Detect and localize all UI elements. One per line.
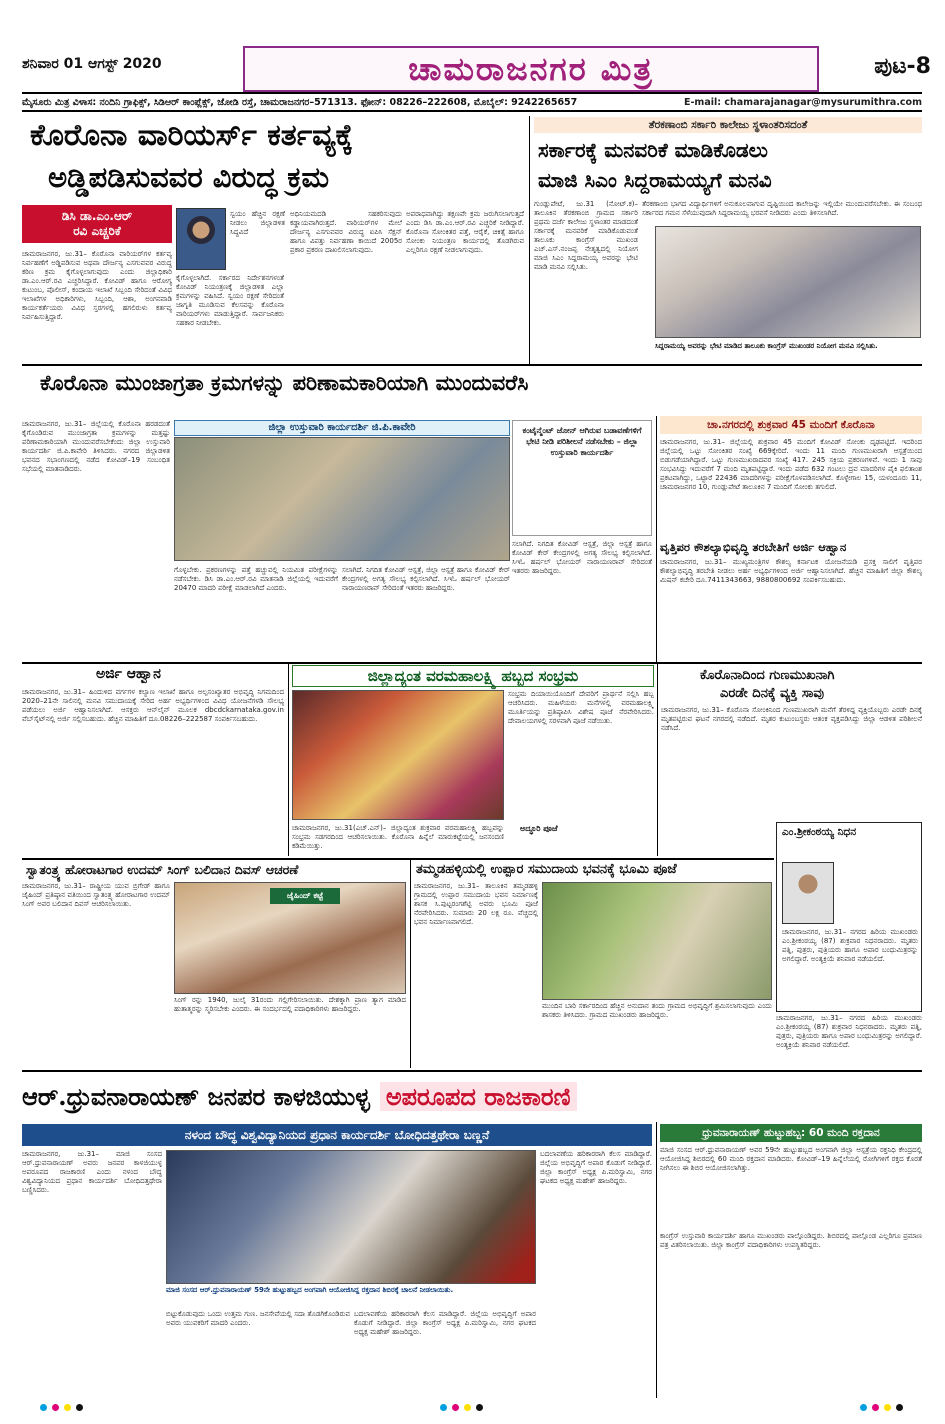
story3-photo-banner bbox=[174, 420, 510, 436]
story5-headline: ವೃತ್ತಿಪರ ಕೌಶಲ್ಯಾಭಿವೃದ್ಧಿ ತರಬೇತಿಗೆ ಅರ್ಜಿ ಆಹ್ವಾನ bbox=[660, 540, 847, 554]
story3-banner-text: ಜಿಲ್ಲಾ ಉಸ್ತುವಾರಿ ಕಾರ್ಯದರ್ಶಿ ಜಿ.ಪಿ.ಕಾವೇರಿ bbox=[268, 422, 416, 433]
story3-quote: ಕಂಟೈನ್ಮೆಂಟ್ ಜೋನ್ ಆಗಿರುವ ಬಡಾವಣೆಗಳಿಗೆ ಭೇಟಿ ನೀಡಿ ಪರಿಶೀಲನೆ ನಡೆಸಬೇಕು – ಜಿಲ್ಲಾ ಉಸ್ತುವಾರಿ ಕಾರ್ಯದರ್ಶಿ bbox=[512, 420, 652, 536]
masthead-title: ಚಾಮರಾಜನಗರ ಮಿತ್ರ bbox=[408, 49, 654, 88]
story4-header bbox=[660, 416, 922, 434]
story9-body: ಚಾಮರಾಜನಗರ, ಜು.31– ನಗರದ ಹಿರಿಯ ಮುಖಂಡರು ಎಂ.ಶ್ರೀಕಂಠಯ್ಯ (87) ಶುಕ್ರವಾರ ನಿಧನರಾದರು. ಮೃತರು ಪತ್ನಿ, ಪುತ್ರರು, ಪುತ್ರಿಯರು ಹಾಗೂ ಅಪಾರ ಬಂಧುಮಿತ್ರರನ್ನು ಅಗಲಿದ್ದಾರೆ. ಅಂತ್ಯಕ್ರಿಯೆ ಶನಿವಾರ ನಡೆಯಲಿದೆ. bbox=[782, 928, 918, 963]
story5-body: ಚಾಮರಾಜನಗರ, ಜು.31– ಮುಖ್ಯಮಂತ್ರಿಗಳ ಕೌಶಲ್ಯ ಕರ್ನಾಟಕ ಯೋಜನೆಯಡಿ ಪ್ರಸಕ್ತ ಸಾಲಿಗೆ ವೃತ್ತಿಪರ ಕೌಶಲ್ಯಾಭಿವೃದ್ಧಿ ತರಬೇತಿ ನೀಡಲು ಅರ್ಹ ಅಭ್ಯರ್ಥಿಗಳಿಂದ ಅರ್ಜಿ ಆಹ್ವಾನಿಸಲಾಗಿದೆ. ಹೆಚ್ಚಿನ ಮಾಹಿತಿಗೆ ಜಿಲ್ಲಾ ಕೌಶಲ್ಯ ಮಿಷನ್ ಕಚೇರಿ ದೂ.7411343663, 9880800692 ಸಂಪರ್ಕಿಸಬಹುದು. bbox=[660, 558, 922, 584]
story4-body: ಚಾಮರಾಜನಗರ, ಜು.31– ಜಿಲ್ಲೆಯಲ್ಲಿ ಶುಕ್ರವಾರ 45 ಮಂದಿಗೆ ಕೋವಿಡ್ ಸೋಂಕು ದೃಢಪಟ್ಟಿದೆ. ಇದರಿಂದ ಜಿಲ್ಲೆಯಲ್ಲಿ ಒಟ್ಟು ಸೋಂಕಿತರ ಸಂಖ್ಯೆ 669ಕ್ಕೇರಿದೆ. ಇಂದು 11 ಮಂದಿ ಗುಣಮುಖರಾಗಿ ಆಸ್ಪತ್ರೆಯಿಂದ ಬಿಡುಗಡೆಯಾಗಿದ್ದಾರೆ. ಒಟ್ಟು ಗುಣಮುಖರಾದವರ ಸಂಖ್ಯೆ 417. 245 ಸಕ್ರಿಯ ಪ್ರಕರಣಗಳಿವೆ. ಇಂದು 1 ಸಾವು ಸಂಭವಿಸಿದ್ದು ಇದುವರೆಗೆ 7 ಮಂದಿ ಮೃತಪಟ್ಟಿದ್ದಾರೆ. ಇಂದು ಪಡೆದ 632 ಗಂಟಲು ದ್ರವ ಮಾದರಿಗಳ ಪೈಕಿ ಫಲಿತಾಂಶ ಪ್ರಕಟವಾಗಿದ್ದು, ಒಟ್ಟಾರೆ 22436 ಮಾದರಿಗಳನ್ನು ಪರೀಕ್ಷೆಗೊಳಪಡಿಸಲಾಗಿದೆ. ಕೊಳ್ಳೇಗಾಲ 15, ಯಳಂದೂರು 11, ಚಾಮರಾಜನಗರ 10, ಗುಂಡ್ಲುಪೇಟೆ ತಾಲೂಕಿನ 7 ಮಂದಿಗೆ ಸೋಂಕು ತಗುಲಿದೆ. bbox=[660, 438, 922, 491]
story6-headline: ಅರ್ಜಿ ಆಹ್ವಾನ bbox=[96, 666, 161, 682]
story11-body-b: ಮುಂದಿನ ಬಾರಿ ಸರ್ಕಾರದಿಂದ ಹೆಚ್ಚಿನ ಅನುದಾನ ತಂದು ಗ್ರಾಮದ ಅಭಿವೃದ್ಧಿಗೆ ಶ್ರಮಿಸಲಾಗುವುದು ಎಂದು ಶಾಸಕರು ತಿಳಿಸಿದರು. ಗ್ರಾಮದ ಮುಖಂಡರು ಹಾಜರಿದ್ದರು. bbox=[542, 1002, 772, 1019]
story12-body-c-cont: ಬದಲಾವಣೆಯ ಹರಿಕಾರರಾಗಿ ಕೆಲಸ ಮಾಡಿದ್ದಾರೆ. ಜಿಲ್ಲೆಯ ಅಭಿವೃದ್ಧಿಗೆ ಅಪಾರ ಕೊಡುಗೆ ನೀಡಿದ್ದಾರೆ. ಜಿಲ್ಲಾ ಕಾಂಗ್ರೆಸ್ ಅಧ್ಯಕ್ಷ ಪಿ.ಮರಿಸ್ವಾಮಿ, ನಗರ ಘಟಕದ ಅಧ್ಯಕ್ಷ ಮಹೇಶ್ ಹಾಜರಿದ್ದರು. bbox=[540, 1150, 652, 1185]
story3-body-c-cont: ಸಲಾಗಿದೆ. ನಿಗದಿತ ಕೋವಿಡ್ ಆಸ್ಪತ್ರೆ, ಜಿಲ್ಲಾ ಆಸ್ಪತ್ರೆ ಹಾಗೂ ಕೋವಿಡ್ ಕೇರ್ ಕೇಂದ್ರಗಳಲ್ಲಿ ಅಗತ್ಯ ಸೌಲಭ್ಯ ಕಲ್ಪಿಸಲಾಗಿದೆ. ಸಿಇಓ ಹರ್ಷಲ್ ಭೋಯರ್ ನಾರಾಯಣರಾವ್ ಸೇರಿದಂತೆ ಇತರರು ಹಾಜರಿದ್ದರು. bbox=[512, 540, 652, 575]
story8-headline-line2: ಎರಡೇ ದಿನಕ್ಕೆ ವ್ಯಕ್ತಿ ಸಾವು bbox=[720, 686, 824, 701]
story1-kicker-line2: ರವಿ ಎಚ್ಚರಿಕೆ bbox=[73, 224, 121, 238]
story12-headline-part2: ಅಪರೂಪದ ರಾಜಕಾರಣಿ bbox=[380, 1082, 577, 1111]
story7-body-b: ಚಾಮರಾಜನಗರ, ಜು.31(ಎಚ್.ಎನ್)– ಜಿಲ್ಲಾದ್ಯಂತ ಶುಕ್ರವಾರ ವರಮಹಾಲಕ್ಷ್ಮಿ ಹಬ್ಬವನ್ನು ಸಂಭ್ರಮ ಸಡಗರದಿಂದ ಆಚರಿಸಲಾಯಿತು. ಕೊರೊನಾ ಹಿನ್ನೆಲೆ ಮಾರುಕಟ್ಟೆಯಲ್ಲಿ ಜನಸಂದಣಿ ಕಡಿಮೆಯಿತ್ತು. bbox=[292, 824, 504, 850]
story2-headline-line2: ಮಾಜಿ ಸಿಎಂ ಸಿದ್ದರಾಮಯ್ಯಗೆ ಮನವಿ bbox=[538, 168, 772, 192]
story13-body-a: ಮಾಜಿ ಸಂಸದ ಆರ್.ಧ್ರುವನಾರಾಯಣ್ ಅವರ 59ನೇ ಹುಟ್ಟುಹಬ್ಬದ ಅಂಗವಾಗಿ ಜಿಲ್ಲಾ ಆಸ್ಪತ್ರೆಯ ರಕ್ತನಿಧಿ ಕೇಂದ್ರದಲ್ಲಿ ಆಯೋಜಿಸಿದ್ದ ಶಿಬಿರದಲ್ಲಿ 60 ಮಂದಿ ರಕ್ತದಾನ ಮಾಡಿದರು. ಕೋವಿಡ್–19 ಹಿನ್ನೆಲೆಯಲ್ಲಿ ರೋಗಿಗಳಿಗೆ ರಕ್ತದ ಕೊರತೆ ನೀಗಿಸಲು ಈ ಶಿಬಿರ ಆಯೋಜಿಸಲಾಗಿತ್ತು. bbox=[660, 1146, 922, 1172]
column-divider bbox=[656, 416, 657, 662]
story10-body-a: ಚಾಮರಾಜನಗರ, ಜು.31– ರಾಷ್ಟ್ರೀಯ ಯುವ ಬ್ರಿಗೇಡ್ ಹಾಗೂ ಜೈಹಿಂದ್ ಪ್ರತಿಷ್ಠಾನ ವತಿಯಿಂದ ಸ್ವಾತಂತ್ರ್ಯ ಹೋರಾಟಗಾರ ಉದಮ್ ಸಿಂಗ್ ಅವರ ಬಲಿದಾನ ದಿವಸ್ ಆಚರಿಸಲಾಯಿತು. bbox=[22, 882, 170, 908]
story13-body-b: ಕಾಂಗ್ರೆಸ್ ಉಸ್ತುವಾರಿ ಕಾರ್ಯದರ್ಶಿ ಹಾಗೂ ಮುಖಂಡರು ಪಾಲ್ಗೊಂಡಿದ್ದರು. ಶಿಬಿರದಲ್ಲಿ ಪಾಲ್ಗೊಂಡ ಎಲ್ಲರಿಗೂ ಪ್ರಮಾಣ ಪತ್ರ ವಿತರಿಸಲಾಯಿತು. ಜಿಲ್ಲಾ ಕಾಂಗ್ರೆಸ್ ಪದಾಧಿಕಾರಿಗಳು ಉಪಸ್ಥಿತರಿದ್ದರು. bbox=[660, 1232, 922, 1249]
story11-headline: ತಮ್ಮಡಹಳ್ಳಿಯಲ್ಲಿ ಉಪ್ಪಾರ ಸಮುದಾಯ ಭವನಕ್ಕೆ ಭೂಮಿ ಪೂಜೆ bbox=[416, 862, 677, 877]
column-divider bbox=[288, 664, 289, 856]
story13-headline: ಧ್ರುವನಾರಾಯಣ್ ಹುಟ್ಟುಹಬ್ಬ: 60 ಮಂದಿ ರಕ್ತದಾನ bbox=[702, 1127, 880, 1139]
story12-headline-row bbox=[22, 1076, 922, 1116]
column-divider bbox=[657, 664, 658, 856]
story1-body-d: ಅಪರಾಧವಾಗಿದ್ದು ತಕ್ಷಣವೇ ಕ್ರಮ ಜರುಗಿಸಲಾಗುತ್ತದೆ ಎಂದು ಡಿಸಿ ಡಾ.ಎಂ.ಆರ್.ರವಿ ಎಚ್ಚರಿಕೆ ನೀಡಿದ್ದಾರೆ. ಕೊರೊನಾ ಸೋಂಕಿತರ ಪತ್ತೆ, ಆರೈಕೆ, ಚಿಕಿತ್ಸೆ ಹಾಗೂ ಸೋಂಕು ನಿಯಂತ್ರಣ ಕಾರ್ಯದಲ್ಲಿ ತೊಡಗಿರುವ ಎಲ್ಲರಿಗೂ ರಕ್ಷಣೆ ನೀಡಲಾಗುವುದು. bbox=[406, 210, 524, 254]
story2-body-b: ತೆರಕಣಾಂಬಿ ಭಾಗದ ವಿದ್ಯಾರ್ಥಿಗಳಿಗೆ ಅನುಕೂಲವಾಗುವ ದೃಷ್ಟಿಯಿಂದ ಕಾಲೇಜನ್ನು ಇಲ್ಲಿಯೇ ಮುಂದುವರೆಸಬೇಕು. ಈ ಸಂಬಂಧ ಸರ್ಕಾರದ ಗಮನ ಸೆಳೆಯುವುದಾಗಿ ಸಿದ್ದರಾಮಯ್ಯ ಭರವಸೆ ನೀಡಿದರು ಎಂದು ತಿಳಿಸಲಾಗಿದೆ. bbox=[642, 200, 922, 217]
masthead bbox=[243, 46, 819, 92]
story11-body-a: ಚಾಮರಾಜನಗರ, ಜು.31– ತಾಲೂಕಿನ ತಮ್ಮಡಹಳ್ಳಿ ಗ್ರಾಮದಲ್ಲಿ ಉಪ್ಪಾರ ಸಮುದಾಯ ಭವನ ನಿರ್ಮಾಣಕ್ಕೆ ಶಾಸಕ ಸಿ.ಪುಟ್ಟರಂಗಶೆಟ್ಟಿ ಅವರು ಭೂಮಿ ಪೂಜೆ ನೆರವೇರಿಸಿದರು. ಸುಮಾರು 20 ಲಕ್ಷ ರೂ. ವೆಚ್ಚದಲ್ಲಿ ಭವನ ನಿರ್ಮಾಣವಾಗಲಿದೆ. bbox=[414, 882, 538, 926]
story3-body-b: ಗೊಳ್ಳಬೇಕು. ಪ್ರಕರಣಗಳನ್ನು ಪತ್ತೆ ಹಚ್ಚುವಲ್ಲಿ ನಿಯಮಿತ ಪರೀಕ್ಷೆಗಳನ್ನು ನಡೆಸಬೇಕು. ಡಿಸಿ ಡಾ.ಎಂ.ಆರ್.ರವಿ ಮಾತನಾಡಿ ಜಿಲ್ಲೆಯಲ್ಲಿ ಇದುವರೆಗೆ 20470 ಮಾದರಿ ಪರೀಕ್ಷೆ ಮಾಡಲಾಗಿದೆ ಎಂದರು. bbox=[174, 566, 338, 592]
story12-body-b: ಬಿಟ್ಟುಕೊಡುವುದು ಒಂದು ಉತ್ತಮ ಗುಣ. ಜನಸೇವೆಯಲ್ಲಿ ಸದಾ ತೊಡಗಿಕೊಂಡಿರುವ ಅವರು ಯುವಕರಿಗೆ ಮಾದರಿ ಎಂದರು. bbox=[166, 1310, 350, 1327]
story7-body-a: ಸಂಭ್ರಮ ದಿಯಾಯಿಯೊಂದಿಗೆ ದೇವರಿಗೆ ಪ್ರಾರ್ಥನೆ ಸಲ್ಲಿಸಿ ಹಬ್ಬ ಆಚರಿಸಿದರು. ಮಹಿಳೆಯರು ಮನೆಗಳಲ್ಲಿ ವರಮಹಾಲಕ್ಷ್ಮಿ ಮೂರ್ತಿಯನ್ನು ಪ್ರತಿಷ್ಠಾಪಿಸಿ ವಿಶೇಷ ಪೂಜೆ ನೆರವೇರಿಸಿದರು. ದೇವಾಲಯಗಳಲ್ಲಿ ಸರಳವಾಗಿ ಪೂಜೆ ನಡೆಯಿತು. bbox=[508, 690, 654, 725]
story12-caption: ಮಾಜಿ ಸಂಸದ ಆರ್.ಧ್ರುವನಾರಾಯಣ್ 59ನೇ ಹುಟ್ಟುಹಬ್ಬದ ಅಂಗವಾಗಿ ಆಯೋಜಿಸಿದ್ದ ರಕ್ತದಾನ ಶಿಬಿರಕ್ಕೆ ಚಾಲನೆ ನೀಡಲಾಯಿತು. bbox=[166, 1286, 454, 1294]
story2-caption: ಸಿದ್ದರಾಮಯ್ಯ ಅವರನ್ನು ಭೇಟಿ ಮಾಡಿದ ತಾಲೂಕು ಕಾಂಗ್ರೆಸ್ ಮುಖಂಡರ ನಿಯೋಗ ಮನವಿ ಸಲ್ಲಿಸಿತು. bbox=[655, 342, 878, 350]
column-divider bbox=[410, 860, 411, 1068]
section-rule bbox=[22, 1070, 922, 1072]
story3-headline: ಕೊರೊನಾ ಮುಂಜಾಗ್ರತಾ ಕ್ರಮಗಳನ್ನು ಪರಿಣಾಮಕಾರಿಯಾಗಿ ಮುಂದುವರೆಸಿ bbox=[40, 370, 529, 395]
story2-body-a: ಗುಂಡ್ಲುಪೇಟೆ, ಜು.31 (ನೋಟ್.ಕ)– ತಾಲೂಕಿನ ತೆರಕಣಾಂಬಿ ಗ್ರಾಮದ ಸರ್ಕಾರಿ ಪ್ರಥಮ ದರ್ಜೆ ಕಾಲೇಜು ಸ್ಥಳಾಂತರ ಮಾಡದಂತೆ ಸರ್ಕಾರಕ್ಕೆ ಮನವರಿಕೆ ಮಾಡಿಕೊಡುವಂತೆ ತಾಲೂಕು ಕಾಂಗ್ರೆಸ್ ಮುಖಂಡ ಎಚ್.ಎಸ್.ನಂಜಪ್ಪ ನೇತೃತ್ವದಲ್ಲಿ ನಿಯೋಗ ಮಾಜಿ ಸಿಎಂ ಸಿದ್ದರಾಮಯ್ಯ ಅವರನ್ನು ಭೇಟಿ ಮಾಡಿ ಮನವಿ ಸಲ್ಲಿಸಿತು. bbox=[534, 200, 638, 271]
publisher-address: ಮೈಸೂರು ಮಿತ್ರ ವಿಳಾಸ: ನಂದಿನಿ ಗ್ರಾಫಿಕ್ಸ್, ಸಿಡಿಆರ್ ಕಾಂಪ್ಲೆಕ್ಸ್, ಜೋಡಿ ರಸ್ತೆ, ಚಾಮರಾಜನಗರ–571313. ಫೋನ್: 08226–222608, ಮೊಬೈಲ್: 9242265657 bbox=[22, 97, 578, 108]
story10-body-b: ಸಿಂಗ್ ರನ್ನು 1940, ಜುಲೈ 31ರಂದು ಗಲ್ಲಿಗೇರಿಸಲಾಯಿತು. ದೇಶಕ್ಕಾಗಿ ಪ್ರಾಣ ತ್ಯಾಗ ಮಾಡಿದ ಹುತಾತ್ಮರನ್ನು ಸ್ಮರಿಸಬೇಕು ಎಂದರು. ಈ ಸಂದರ್ಭದಲ್ಲಿ ಪದಾಧಿಕಾರಿಗಳು ಹಾಜರಿದ್ದರು. bbox=[174, 996, 406, 1013]
story1-kicker-box bbox=[22, 205, 172, 243]
section-rule bbox=[22, 662, 922, 664]
story2-photo bbox=[655, 226, 921, 338]
obituary-portrait bbox=[782, 862, 834, 924]
story10-banner: ಜೈಹಿಂದ್ ಕಟ್ಟೆ bbox=[270, 888, 340, 904]
story12-body-c: ಬದಲಾವಣೆಯ ಹರಿಕಾರರಾಗಿ ಕೆಲಸ ಮಾಡಿದ್ದಾರೆ. ಜಿಲ್ಲೆಯ ಅಭಿವೃದ್ಧಿಗೆ ಅಪಾರ ಕೊಡುಗೆ ನೀಡಿದ್ದಾರೆ. ಜಿಲ್ಲಾ ಕಾಂಗ್ರೆಸ್ ಅಧ್ಯಕ್ಷ ಪಿ.ಮರಿಸ್ವಾಮಿ, ನಗರ ಘಟಕದ ಅಧ್ಯಕ್ಷ ಮಹೇಶ್ ಹಾಜರಿದ್ದರು. bbox=[354, 1310, 536, 1336]
story2-headline-line1: ಸರ್ಕಾರಕ್ಕೆ ಮನವರಿಕೆ ಮಾಡಿಕೊಡಲು bbox=[538, 138, 768, 162]
story7-header bbox=[292, 665, 654, 687]
issue-date: ಶನಿವಾರ 01 ಆಗಸ್ಟ್ 2020 bbox=[22, 56, 162, 72]
story13-header bbox=[660, 1124, 922, 1142]
story8-headline-line1: ಕೊರೊನಾದಿಂದ ಗುಣಮುಖನಾಗಿ bbox=[700, 668, 835, 683]
publisher-info-bar bbox=[22, 92, 922, 112]
story8-body: ಚಾಮರಾಜನಗರ, ಜು.31– ಕೊರೊನಾ ಸೋಂಕಿನಿಂದ ಗುಣಮುಖರಾಗಿ ಮನೆಗೆ ತೆರಳಿದ್ದ ವ್ಯಕ್ತಿಯೊಬ್ಬರು ಎರಡೇ ದಿನಕ್ಕೆ ಮೃತಪಟ್ಟಿರುವ ಘಟನೆ ನಗರದಲ್ಲಿ ನಡೆದಿದೆ. ಮೃತರ ಕುಟುಂಬಸ್ಥರು ಆತಂಕ ವ್ಯಕ್ತಪಡಿಸಿದ್ದು ಜಿಲ್ಲಾ ಆಡಳಿತ ಪರಿಶೀಲನೆ ನಡೆಸಿದೆ. bbox=[661, 706, 922, 732]
section-rule bbox=[22, 364, 922, 366]
story12-subhead-bar bbox=[22, 1124, 652, 1146]
story1-headline-line1: ಕೊರೊನಾ ವಾರಿಯರ್ಸ್ ಕರ್ತವ್ಯಕ್ಕೆ bbox=[30, 118, 354, 153]
story2-kicker-bar bbox=[534, 117, 922, 133]
story6-body: ಚಾಮರಾಜನಗರ, ಜು.31– ಹಿಂದುಳಿದ ವರ್ಗಗಳ ಕಲ್ಯಾಣ ಇಲಾಖೆ ಹಾಗೂ ಅಲ್ಪಸಂಖ್ಯಾತರ ಅಭಿವೃದ್ಧಿ ನಿಗಮದಿಂದ 2020–21ನೇ ಸಾಲಿನಲ್ಲಿ ಮನವಿ ಸಮುದಾಯಕ್ಕೆ ಸೇರಿದ ಅರ್ಹ ಅಭ್ಯರ್ಥಿಗಳಿಂದ ವಿವಿಧ ಯೋಜನೆಗಳಡಿ ಸೌಲಭ್ಯ ಪಡೆಯಲು ಅರ್ಜಿ ಆಹ್ವಾನಿಸಲಾಗಿದೆ. ಆಸಕ್ತರು ಆನ್‌ಲೈನ್ ಮೂಲಕ dbcdckarnataka.gov.in ವೆಬ್‌ಸೈಟ್‌ನಲ್ಲಿ ಅರ್ಜಿ ಸಲ್ಲಿಸಬಹುದು. ಹೆಚ್ಚಿನ ಮಾಹಿತಿಗೆ ದೂ.08226–222587 ಸಂಪರ್ಕಿಸಬಹುದು. bbox=[22, 688, 284, 723]
page-number: ಪುಟ-8 bbox=[874, 54, 931, 79]
print-registration-marks bbox=[440, 1404, 483, 1411]
publisher-email: E-mail: chamarajanagar@mysurumithra.com bbox=[684, 97, 922, 108]
story3-body-a: ಚಾಮರಾಜನಗರ, ಜು.31– ಜಿಲ್ಲೆಯಲ್ಲಿ ಕೊರೊನಾ ಹರಡದಂತೆ ಕೈಗೊಂಡಿರುವ ಮುಂಜಾಗ್ರತಾ ಕ್ರಮಗಳನ್ನು ಮತ್ತಷ್ಟು ಪರಿಣಾಮಕಾರಿಯಾಗಿ ಮುಂದುವರೆಸಬೇಕೆಂದು ಜಿಲ್ಲಾ ಉಸ್ತುವಾರಿ ಕಾರ್ಯದರ್ಶಿ ಜಿ.ಪಿ.ಕಾವೇರಿ ತಿಳಿಸಿದರು. ನಗರದ ಜಿಲ್ಲಾಡಳಿತ ಭವನದ ಸಭಾಂಗಣದಲ್ಲಿ ನಡೆದ ಕೋವಿಡ್–19 ಸಂಬಂಧಿತ ಸಭೆಯಲ್ಲಿ ಮಾತನಾಡಿದರು. bbox=[22, 420, 170, 473]
column-divider bbox=[529, 116, 530, 364]
story3-photo bbox=[174, 437, 510, 561]
story12-subhead: ನಳಂದ ಬೌದ್ಧ ವಿಶ್ವವಿದ್ಯಾನಿಯದ ಪ್ರಧಾನ ಕಾರ್ಯದರ್ಶಿ ಬೋಧಿದತ್ತಥೇರಾ ಬಣ್ಣನೆ bbox=[184, 1128, 490, 1142]
story12-headline-part1: ಆರ್.ಧ್ರುವನಾರಾಯಣ್ ಜನಪರ ಕಾಳಜಿಯುಳ್ಳ bbox=[22, 1081, 370, 1111]
story1-body-b: ಕೈಗೊಳ್ಳಲಾಗಿದೆ. ಸರ್ಕಾರದ ನಿರ್ದೇಶನಗಳಂತೆ ಕೋವಿಡ್ ನಿಯಂತ್ರಣಕ್ಕೆ ಜಿಲ್ಲಾಡಳಿತ ಎಲ್ಲಾ ಕ್ರಮಗಳನ್ನು ವಹಿಸಿದೆ. ಸ್ವಯಂ ರಕ್ಷಣೆ ಸೇರಿದಂತೆ ಜಾಗೃತಿ ಮೂಡಿಸುವ ಕೆಲಸವನ್ನು ಕೊರೊನಾ ವಾರಿಯರ್‌ಗಳು ಮಾಡುತ್ತಿದ್ದಾರೆ. ಸಾರ್ವಜನಿಕರು ಸಹಕಾರ ನೀಡಬೇಕು. bbox=[176, 274, 284, 327]
story9-headline: ಎಂ.ಶ್ರೀಕಂಠಯ್ಯ ನಿಧನ bbox=[782, 826, 857, 838]
story9-body-cont: ಚಾಮರಾಜನಗರ, ಜು.31– ನಗರದ ಹಿರಿಯ ಮುಖಂಡರು ಎಂ.ಶ್ರೀಕಂಠಯ್ಯ (87) ಶುಕ್ರವಾರ ನಿಧನರಾದರು. ಮೃತರು ಪತ್ನಿ, ಪುತ್ರರು, ಪುತ್ರಿಯರು ಹಾಗೂ ಅಪಾರ ಬಂಧುಮಿತ್ರರನ್ನು ಅಗಲಿದ್ದಾರೆ. ಅಂತ್ಯಕ್ರಿಯೆ ಶನಿವಾರ ನಡೆಯಲಿದೆ. bbox=[776, 1014, 922, 1049]
section-rule bbox=[22, 858, 774, 860]
story7-headline: ಜಿಲ್ಲಾದ್ಯಂತ ವರಮಹಾಲಕ್ಷ್ಮಿ ಹಬ್ಬದ ಸಂಭ್ರಮ bbox=[367, 667, 579, 685]
print-registration-marks bbox=[40, 1404, 83, 1411]
story7-subhead: ಅದ್ಧೂರಿ ಪೂಜೆ bbox=[520, 824, 558, 833]
story12-photo bbox=[166, 1150, 536, 1284]
story1-headline-line2: ಅಡ್ಡಿಪಡಿಸುವವರ ವಿರುದ್ಧ ಕ್ರಮ bbox=[48, 160, 330, 194]
story1-body-c: ಅಧಿನಿಯಮದಡಿ ಸಹಕರಿಸುವುದು ಕಡ್ಡಾಯವಾಗಿರುತ್ತದೆ. ವಾರಿಯರ್‌ಗಳ ಮೇಲೆ ದೌರ್ಜನ್ಯ ಎಸಗುವವರ ವಿರುದ್ಧ ಐಪಿಸಿ ಸೆಕ್ಷನ್ ಹಾಗೂ ವಿಪತ್ತು ನಿರ್ವಹಣಾ ಕಾಯಿದೆ 2005ರ ಪ್ರಕಾರ ಪ್ರಕರಣ ದಾಖಲಿಸಲಾಗುವುದು. bbox=[290, 210, 402, 254]
story1-portrait-quote: ಸ್ವಯಂ ಹೆಚ್ಚಿನ ರಕ್ಷಣೆ ನೀಡಲು ಜಿಲ್ಲಾಡಳಿತ ಸಿದ್ಧವಿದೆ bbox=[230, 210, 285, 236]
story1-body-a: ಚಾಮರಾಜನಗರ, ಜು.31– ಕೊರೊನಾ ವಾರಿಯರ್‌ಗಳ ಕರ್ತವ್ಯ ನಿರ್ವಹಣೆಗೆ ಅಡ್ಡಿಪಡಿಸುವ ಅಥವಾ ದೌರ್ಜನ್ಯ ಎಸಗುವವರ ವಿರುದ್ಧ ಕಠಿಣ ಕ್ರಮ ಕೈಗೊಳ್ಳಲಾಗುವುದು ಎಂದು ಜಿಲ್ಲಾಧಿಕಾರಿ ಡಾ.ಎಂ.ಆರ್.ರವಿ ಎಚ್ಚರಿಸಿದ್ದಾರೆ. ಕೋವಿಡ್ ಹಾಗೂ ಆರೋಗ್ಯ ಕುಟುಂಬ, ಪೊಲೀಸ್, ಕಂದಾಯ ಇಲಾಖೆ ಸಿಬ್ಬಂದಿ ಸೇರಿದಂತೆ ವಿವಿಧ ಇಲಾಖೆಗಳ ಅಧಿಕಾರಿಗಳು, ಸಿಬ್ಬಂದಿ, ಆಶಾ, ಅಂಗನವಾಡಿ ಕಾರ್ಯಕರ್ತೆಯರು ವಿವಿಧ ಸ್ತರಗಳಲ್ಲಿ ಹಗಲಿರುಳು ಕರ್ತವ್ಯ ನಿರ್ವಹಿಸುತ್ತಿದ್ದಾರೆ. bbox=[22, 250, 172, 321]
story10-headline: ಸ್ವಾತಂತ್ರ್ಯ ಹೋರಾಟಗಾರ ಉದಮ್ ಸಿಂಗ್ ಬಲಿದಾನ ದಿವಸ್ ಆಚರಣೆ bbox=[26, 862, 299, 877]
column-divider bbox=[656, 1122, 657, 1398]
dc-portrait bbox=[176, 208, 226, 270]
story1-kicker-line1: ಡಿಸಿ ಡಾ.ಎಂ.ಆರ್ bbox=[61, 209, 133, 223]
story12-body-a: ಚಾಮರಾಜನಗರ, ಜು.31– ಮಾಜಿ ಸಂಸದ ಆರ್.ಧ್ರುವನಾರಾಯಣ್ ಅವರು ಜನಪರ ಕಾಳಜಿಯುಳ್ಳ ಅಪರೂಪದ ರಾಜಕಾರಣಿ ಎಂದು ನಳಂದ ಬೌದ್ಧ ವಿಶ್ವವಿದ್ಯಾನಿಯದ ಪ್ರಧಾನ ಕಾರ್ಯದರ್ಶಿ ಬೋಧಿದತ್ತಥೇರಾ ಬಣ್ಣಿಸಿದರು. bbox=[22, 1150, 162, 1194]
story7-photo bbox=[292, 690, 504, 820]
story2-kicker: ತೆರಕಣಾಂಬಿ ಸರ್ಕಾರಿ ಕಾಲೇಜು ಸ್ಥಳಾಂತರಿಸದಂತೆ bbox=[648, 119, 808, 131]
story3-body-c: ಸಲಾಗಿದೆ. ನಿಗದಿತ ಕೋವಿಡ್ ಆಸ್ಪತ್ರೆ, ಜಿಲ್ಲಾ ಆಸ್ಪತ್ರೆ ಹಾಗೂ ಕೋವಿಡ್ ಕೇರ್ ಕೇಂದ್ರಗಳಲ್ಲಿ ಅಗತ್ಯ ಸೌಲಭ್ಯ ಕಲ್ಪಿಸಲಾಗಿದೆ. ಸಿಇಓ ಹರ್ಷಲ್ ಭೋಯರ್ ನಾರಾಯಣರಾವ್ ಸೇರಿದಂತೆ ಇತರರು ಹಾಜರಿದ್ದರು. bbox=[342, 566, 510, 592]
story11-photo bbox=[542, 882, 772, 1000]
print-registration-marks bbox=[860, 1404, 903, 1411]
story4-headline: ಚಾ.ನಗರದಲ್ಲಿ ಶುಕ್ರವಾರ 45 ಮಂದಿಗೆ ಕೊರೊನಾ bbox=[707, 419, 875, 431]
